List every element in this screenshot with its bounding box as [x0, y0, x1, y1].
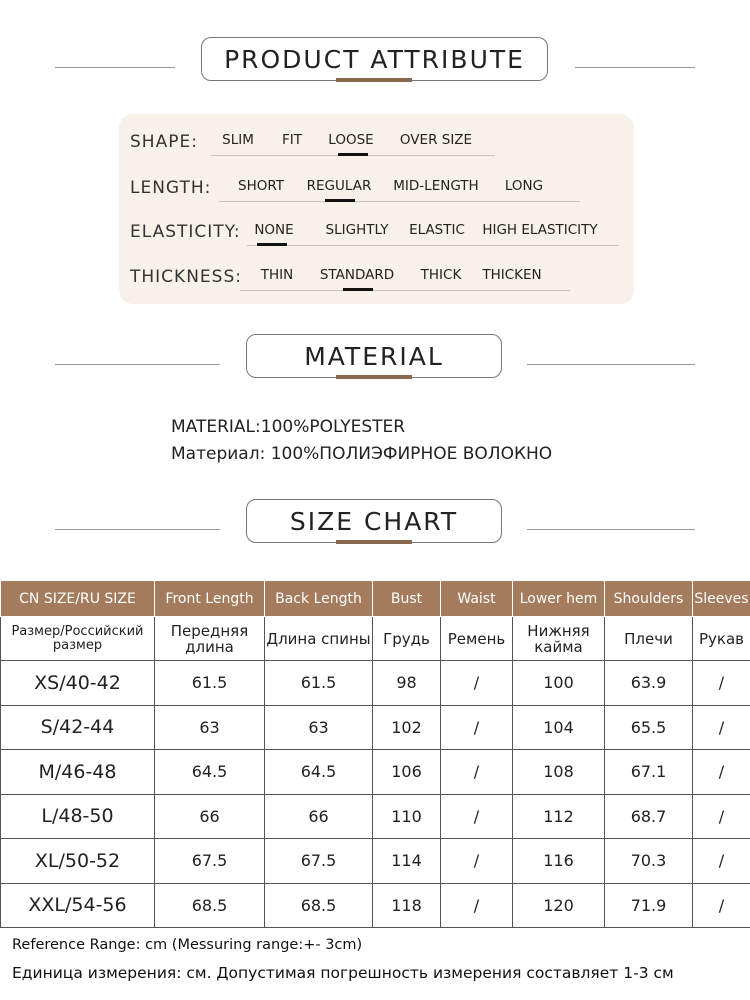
- table-cell: /: [693, 750, 750, 795]
- table-cell: 67.1: [605, 750, 693, 795]
- col-header-ru: Передняя длина: [155, 617, 265, 661]
- selected-mark: [257, 243, 287, 246]
- selected-mark: [343, 288, 373, 291]
- table-cell: /: [693, 883, 750, 928]
- table-cell: /: [693, 661, 750, 706]
- col-header-ru: Нижняя кайма: [513, 617, 605, 661]
- table-cell: 64.5: [265, 750, 373, 795]
- table-cell: /: [441, 839, 513, 884]
- table-cell: /: [441, 883, 513, 928]
- table-cell: 67.5: [155, 839, 265, 884]
- attr-label: SHAPE:: [130, 132, 198, 152]
- table-cell: XL/50-52: [1, 839, 155, 884]
- table-cell: 98: [373, 661, 441, 706]
- col-header: Shoulders: [605, 581, 693, 617]
- attr-row-shape: [119, 120, 634, 160]
- col-header-ru: Ремень: [441, 617, 513, 661]
- table-cell: 100: [513, 661, 605, 706]
- table-cell: 116: [513, 839, 605, 884]
- attribute-panel: [119, 114, 634, 304]
- attr-line: [240, 290, 570, 291]
- reference-note-ru: Единица измерения: см. Допустимая погрешность измерения составляет 1-3 см: [12, 964, 674, 982]
- table-cell: 63: [265, 705, 373, 750]
- attr-option: OVER SIZE: [399, 132, 473, 148]
- attr-line: [247, 245, 619, 246]
- table-cell: 68.7: [605, 794, 693, 839]
- table-cell: XS/40-42: [1, 661, 155, 706]
- attr-row-elasticity: [119, 210, 634, 250]
- attr-option: THIN: [260, 267, 294, 283]
- attr-option-selected: NONE: [254, 222, 294, 238]
- header-rule-right: [527, 364, 695, 365]
- col-header-ru: Размер/Российский размер: [1, 617, 155, 661]
- section-title: MATERIAL: [246, 334, 502, 378]
- attr-row-thickness: [119, 255, 634, 295]
- material-ru: Материал: 100%ПОЛИЭФИРНОЕ ВОЛОКНО: [171, 444, 553, 464]
- attr-option: FIT: [282, 132, 302, 148]
- table-cell: 114: [373, 839, 441, 884]
- attr-option: LONG: [504, 178, 544, 194]
- attr-label: LENGTH:: [130, 178, 212, 198]
- col-header-ru: Рукав: [693, 617, 750, 661]
- attr-option: THICKEN: [482, 267, 542, 283]
- table-cell: 108: [513, 750, 605, 795]
- table-cell: 102: [373, 705, 441, 750]
- table-cell: 110: [373, 794, 441, 839]
- col-header-ru: Плечи: [605, 617, 693, 661]
- attr-option: SLIM: [222, 132, 254, 148]
- attr-option-selected: REGULAR: [306, 178, 372, 194]
- material-header: [0, 334, 750, 394]
- table-cell: L/48-50: [1, 794, 155, 839]
- table-cell: /: [693, 839, 750, 884]
- table-cell: 67.5: [265, 839, 373, 884]
- product-attribute-header: [0, 37, 750, 97]
- attr-label: ELASTICITY:: [130, 222, 241, 242]
- table-cell: 65.5: [605, 705, 693, 750]
- table-cell: 61.5: [265, 661, 373, 706]
- table-cell: 70.3: [605, 839, 693, 884]
- table-cell: /: [693, 705, 750, 750]
- attr-option: HIGH ELASTICITY: [482, 222, 598, 238]
- attr-option: ELASTIC: [409, 222, 465, 238]
- table-cell: /: [441, 794, 513, 839]
- header-rule-right: [527, 529, 695, 530]
- table-cell: 106: [373, 750, 441, 795]
- attr-option-selected: LOOSE: [328, 132, 374, 148]
- col-header: Bust: [373, 581, 441, 617]
- table-header-row: [1, 581, 750, 617]
- col-header: CN SIZE/RU SIZE: [1, 581, 155, 617]
- section-title: SIZE CHART: [246, 499, 502, 543]
- title-underline: [336, 540, 412, 544]
- col-header: Lower hem: [513, 581, 605, 617]
- table-cell: M/46-48: [1, 750, 155, 795]
- attr-row-length: [119, 166, 634, 206]
- title-underline: [336, 78, 412, 82]
- table-cell: 118: [373, 883, 441, 928]
- attr-option: SLIGHTLY: [325, 222, 389, 238]
- size-chart-header: [0, 499, 750, 559]
- table-row: [1, 883, 750, 928]
- section-title: PRODUCT ATTRIBUTE: [201, 37, 548, 81]
- table-cell: 120: [513, 883, 605, 928]
- table-cell: 63: [155, 705, 265, 750]
- selected-mark: [338, 153, 368, 156]
- col-header-ru: Грудь: [373, 617, 441, 661]
- col-header: Front Length: [155, 581, 265, 617]
- table-cell: S/42-44: [1, 705, 155, 750]
- table-cell: XXL/54-56: [1, 883, 155, 928]
- reference-note: Reference Range: cm (Messuring range:+- 3cm): [12, 937, 363, 953]
- table-cell: 64.5: [155, 750, 265, 795]
- table-cell: 68.5: [155, 883, 265, 928]
- table-header-row-ru: [1, 617, 750, 661]
- selected-mark: [325, 199, 355, 202]
- table-cell: 61.5: [155, 661, 265, 706]
- table-row: [1, 705, 750, 750]
- col-header: Waist: [441, 581, 513, 617]
- size-chart-table: [0, 580, 750, 928]
- material-text: [171, 414, 552, 468]
- table-row: [1, 794, 750, 839]
- attr-option: THICK: [420, 267, 462, 283]
- table-cell: /: [441, 705, 513, 750]
- attr-label: THICKNESS:: [130, 267, 242, 287]
- table-cell: /: [441, 750, 513, 795]
- col-header: Sleeves: [693, 581, 750, 617]
- table-cell: /: [441, 661, 513, 706]
- header-rule-left: [55, 364, 220, 365]
- material-en: MATERIAL:100%POLYESTER: [171, 417, 406, 437]
- table-cell: 63.9: [605, 661, 693, 706]
- attr-option: SHORT: [238, 178, 284, 194]
- table-row: [1, 661, 750, 706]
- table-row: [1, 750, 750, 795]
- table-cell: 104: [513, 705, 605, 750]
- col-header-ru: Длина спины: [265, 617, 373, 661]
- attr-option-selected: STANDARD: [319, 267, 395, 283]
- header-rule-left: [55, 67, 175, 68]
- header-rule-left: [55, 529, 220, 530]
- col-header: Back Length: [265, 581, 373, 617]
- table-cell: 68.5: [265, 883, 373, 928]
- table-cell: 71.9: [605, 883, 693, 928]
- table-cell: /: [693, 794, 750, 839]
- table-row: [1, 839, 750, 884]
- title-underline: [336, 375, 412, 379]
- attr-line: [219, 201, 580, 202]
- table-cell: 66: [265, 794, 373, 839]
- attr-option: MID-LENGTH: [393, 178, 479, 194]
- header-rule-right: [575, 67, 695, 68]
- table-cell: 66: [155, 794, 265, 839]
- table-cell: 112: [513, 794, 605, 839]
